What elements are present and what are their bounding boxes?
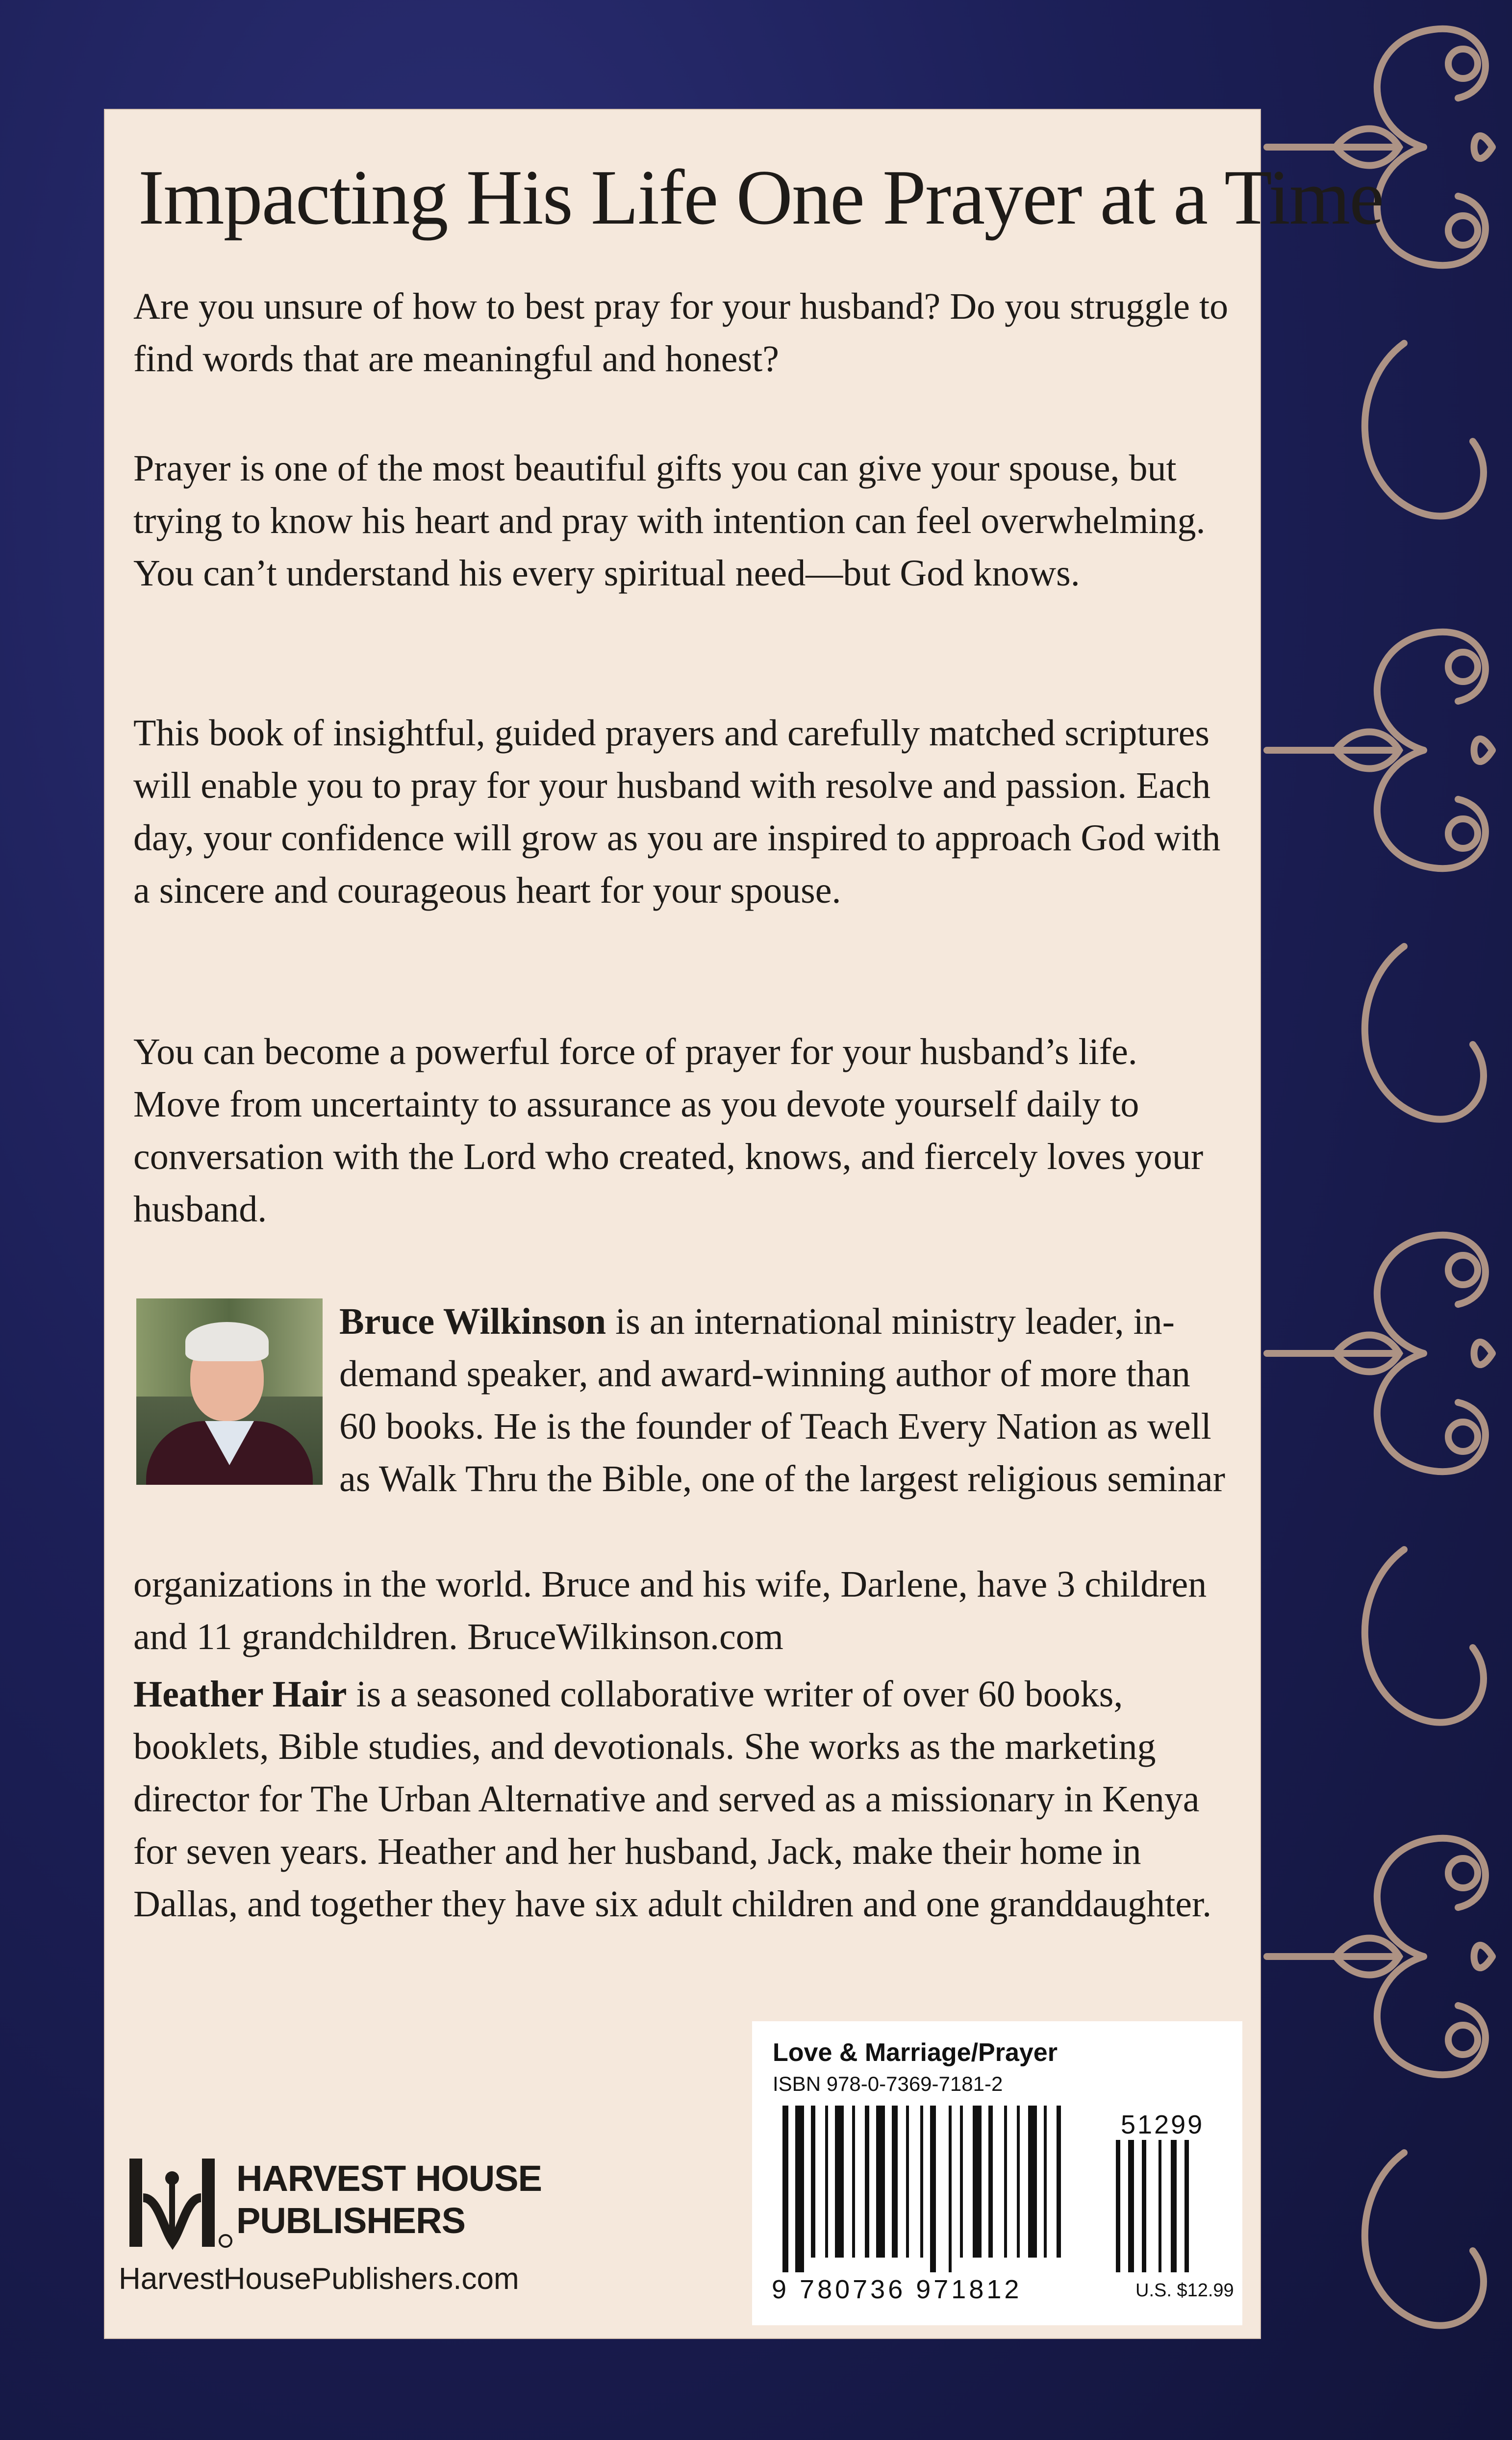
harvest-house-logo-icon: [124, 2154, 236, 2252]
barcode-category: Love & Marriage/Prayer: [773, 2038, 1058, 2067]
author-bio-heather-text: is a seasoned collaborative writer of over 60 books, booklets, Bible studies, and devotionals. She works as the marketing director for The Urban Alternative and served as a missionary in Kenya for seven years. Heather and her husband, Jack, make their home in Dallas, and together they have six adult children and one granddaughter.: [133, 1674, 1212, 1925]
text-panel: [104, 109, 1384, 2339]
author-bio-bruce-continued: organizations in the world. Bruce and his wife, Darlene, have 3 children and 11 grandchildren. BruceWilkinson.com: [133, 1564, 1207, 1657]
isbn-text: ISBN 978-0-7369-7181-2: [773, 2072, 1003, 2095]
cover-headline: Impacting His Life One Prayer at a Time: [138, 153, 1384, 241]
author-name-bruce: Bruce Wilkinson: [339, 1301, 606, 1342]
barcode-addon-number: 51299: [1121, 2110, 1205, 2139]
price-text: U.S. $12.99: [1135, 2280, 1234, 2301]
description-paragraph-4: You can become a powerful force of prayer for your husband’s life. Move from uncertainty to assurance as you devote yourself daily to conversation with the Lord who created, knows, and fiercely loves your husband.: [133, 1031, 1204, 1230]
author-bio-bruce: [339, 1296, 1236, 1505]
author-bio-heather: [133, 1668, 1232, 1931]
barcode-label: [752, 2021, 1242, 2325]
publisher-url: HarvestHousePublishers.com: [119, 2262, 519, 2296]
ornament-scroll-icon: [1237, 0, 1512, 2440]
publisher-name-line-2: PUBLISHERS: [236, 2200, 465, 2241]
publisher-name: [236, 2158, 542, 2242]
author-photo: [136, 1298, 323, 1485]
barcode-digits: 9 780736 971812: [772, 2275, 1022, 2304]
description-paragraph-3: This book of insightful, guided prayers and carefully matched scriptures will enable you to pray for your husband with resolve and passion. Each day, your confidence will grow as you are inspired to approach God with a sincere and courageous heart for your spouse.: [133, 712, 1221, 911]
description-paragraph-1: Are you unsure of how to best pray for your husband? Do you struggle to find words that are meaningful and honest?: [133, 286, 1229, 380]
description-paragraph-2: Prayer is one of the most beautiful gifts you can give your spouse, but trying to know his heart and pray with intention can feel overwhelming. You can’t understand his every spiritual need—but God knows.: [133, 448, 1206, 594]
author-name-heather: Heather Hair: [133, 1674, 347, 1715]
publisher-name-line-1: HARVEST HOUSE: [236, 2158, 542, 2199]
author-bio-bruce-text: is an international ministry leader, in-demand speaker, and award-winning author of more than 60 books. He is the founder of Teach Every Nation as well as Walk Thru the Bible, one of the largest religious seminar: [339, 1301, 1225, 1500]
